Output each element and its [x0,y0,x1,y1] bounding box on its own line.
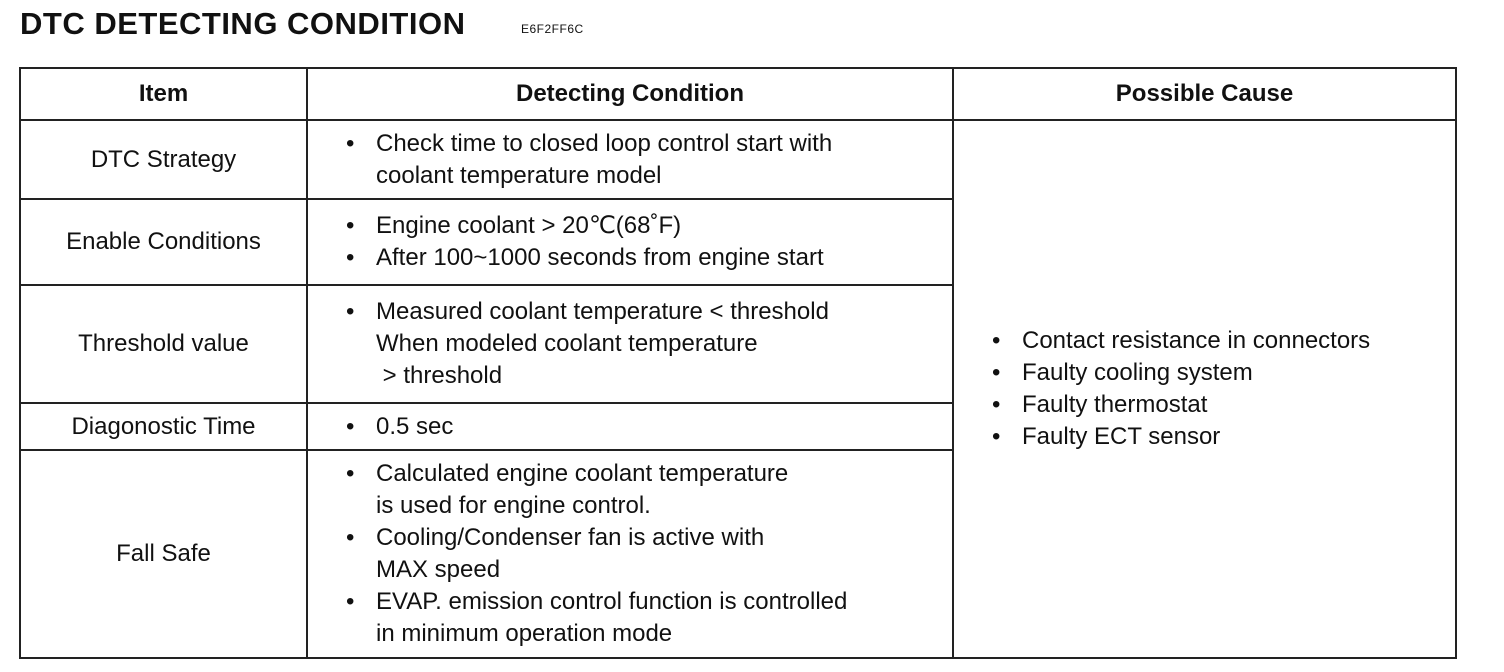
table-header-row [20,68,1456,120]
condition-line: • Engine coolant > 20℃(68˚F) [376,212,682,239]
column-header-detecting-condition: Detecting Condition [307,68,953,120]
condition-line: in minimum operation mode [376,620,673,647]
cause-bullet: • Faulty cooling system [992,357,1435,389]
condition-line: • EVAP. emission control function is controlled [376,588,848,615]
condition-line: is used for engine control. [376,492,651,519]
cause-bullet: • Faulty thermostat [992,389,1435,421]
condition-line: • 0.5 sec [376,412,454,440]
condition-line: • Measured coolant temperature < threshold [376,298,829,325]
row-item-enable-conditions: Enable Conditions [20,199,307,285]
row-conditions [307,120,953,199]
condition-line: • Check time to closed loop control start with [376,129,833,157]
condition-bullet [346,522,932,586]
condition-bullet [346,210,932,242]
condition-line: MAX speed [376,556,501,583]
condition-line: When modeled coolant temperature [376,330,758,357]
condition-line: • Calculated engine coolant temperature [376,460,789,487]
row-conditions [307,450,953,658]
condition-bullet [346,242,932,274]
possible-cause-cell [953,120,1456,658]
row-conditions [307,285,953,403]
row-item-dtc-strategy: DTC Strategy [20,120,307,199]
page-title: DTC DETECTING CONDITION [20,6,466,41]
condition-bullet [346,458,932,522]
condition-line: • After 100~1000 seconds from engine start [376,244,824,271]
column-header-item: Item [20,68,307,120]
condition-line: coolant temperature model [376,161,662,189]
column-header-possible-cause: Possible Cause [953,68,1456,120]
table-row [20,120,1456,199]
condition-bullet [346,586,932,650]
row-conditions [307,403,953,450]
row-conditions [307,199,953,285]
dtc-condition-table [19,67,1457,659]
condition-bullet [346,411,932,443]
row-item-threshold-value: Threshold value [20,285,307,403]
document-code: E6F2FF6C [521,22,584,36]
condition-bullet [346,128,932,192]
condition-line: > threshold [376,362,503,389]
condition-line: • Cooling/Condenser fan is active with [376,524,765,551]
cause-bullet: • Contact resistance in connectors [992,325,1435,357]
cause-bullet: • Faulty ECT sensor [992,421,1435,453]
row-item-diagnostic-time: Diagonostic Time [20,403,307,450]
row-item-fall-safe: Fall Safe [20,450,307,658]
condition-bullet [346,296,932,392]
